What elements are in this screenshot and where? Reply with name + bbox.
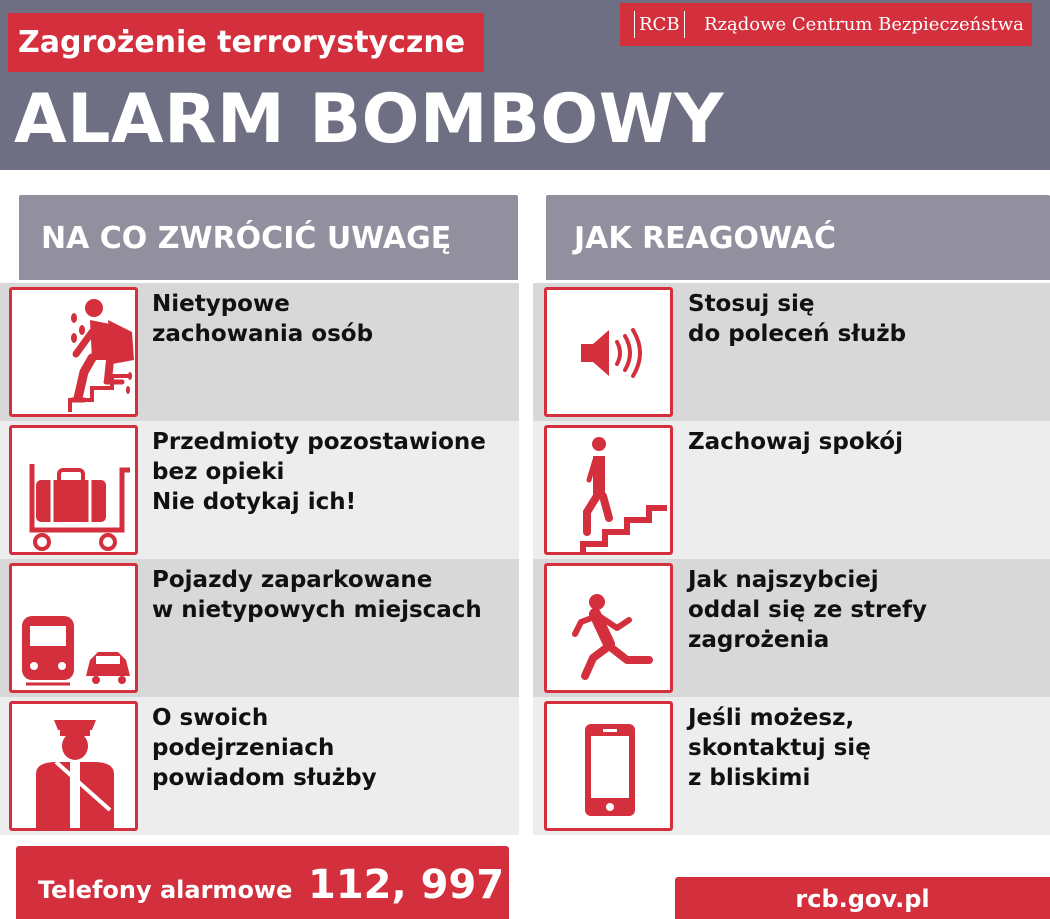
list-item-text: Przedmioty pozostawione bez opieki Nie dotykaj ich! (152, 429, 486, 515)
list-item-contact-relatives (533, 697, 1050, 835)
logo-full-name: Rządowe Centrum Bezpieczeństwa (704, 14, 1024, 35)
emergency-phones-banner (16, 846, 509, 919)
smartphone-icon (544, 701, 673, 831)
right-column-heading: JAK REAGOWAĆ (546, 195, 1050, 280)
list-item-text: O swoich podejrzeniach powiadom służby (152, 705, 377, 791)
person-running-icon (544, 563, 673, 693)
luggage-cart-icon (9, 425, 138, 555)
list-item-text: Nietypowe zachowania osób (152, 291, 374, 347)
list-item-text: Zachowaj spokój (688, 429, 903, 455)
speaker-icon (544, 287, 673, 417)
list-item-text: Pojazdy zaparkowane w nietypowych miejscach (152, 567, 482, 623)
list-item-notify-services (0, 697, 519, 835)
list-item-text: Jak najszybciej oddal się ze strefy zagrożenia (688, 567, 927, 653)
list-item-text: Stosuj się do poleceń służb (688, 291, 907, 347)
subtitle-badge: Zagrożenie terrorystyczne (8, 13, 484, 72)
logo-abbreviation: RCB (634, 11, 685, 38)
page-title: ALARM BOMBOWY (14, 80, 724, 159)
police-officer-icon (9, 701, 138, 831)
phone-numbers[interactable]: 112, 997 (308, 862, 505, 908)
suspicious-person-icon (9, 287, 138, 417)
phone-label: Telefony alarmowe (38, 876, 293, 904)
website-link[interactable]: rcb.gov.pl (675, 877, 1050, 919)
list-item-text: Jeśli możesz, skontaktuj się z bliskimi (688, 705, 871, 791)
person-walking-stairs-icon (544, 425, 673, 555)
list-item-follow-instructions (533, 283, 1050, 421)
list-item-suspicious-behavior (0, 283, 519, 421)
list-item-stay-calm (533, 421, 1050, 559)
list-item-leave-danger-zone (533, 559, 1050, 697)
list-item-parked-vehicles (0, 559, 519, 697)
left-column-heading: NA CO ZWRÓCIĆ UWAGĘ (19, 195, 518, 280)
rcb-logo (620, 3, 1032, 46)
train-car-icon (9, 563, 138, 693)
header-banner (0, 0, 1050, 170)
list-item-unattended-items (0, 421, 519, 559)
